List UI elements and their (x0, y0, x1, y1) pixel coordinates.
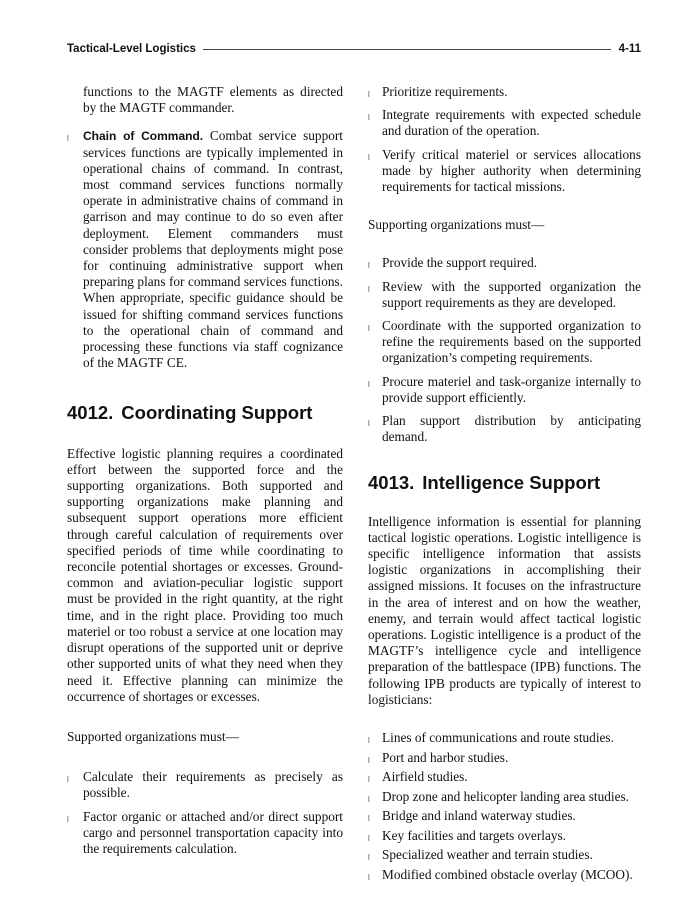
supporting-intro: Supporting organizations must— (368, 217, 545, 233)
header-rule (203, 49, 611, 50)
item-text: Coordinate with the supported organization to refine the requirements based on the supported organization’s competing requirements. (382, 318, 641, 366)
item-lead: Chain of Command. (83, 129, 204, 144)
bullet-icon: l (67, 814, 69, 824)
bullet-icon: l (368, 261, 370, 271)
list-item (368, 789, 641, 805)
running-header (67, 41, 641, 57)
item-text: Verify critical materiel or services allocations made by higher authority when determining requirements for tactical missions. (382, 146, 641, 195)
bullet-icon: l (368, 872, 370, 882)
supported-list-continued (368, 84, 641, 195)
section-title: Coordinating Support (121, 402, 313, 424)
bullet-icon: l (368, 853, 370, 863)
supported-intro: Supported organizations must— (67, 728, 239, 744)
list-item (368, 828, 641, 844)
bullet-icon: l (368, 113, 370, 123)
item-text: Plan support distribution by anticipating demand. (382, 413, 641, 445)
item-text: Drop zone and helicopter landing area studies. (382, 788, 630, 804)
section-heading-4013 (368, 472, 641, 494)
bullet-icon: l (368, 814, 370, 824)
header-title: Tactical-Level Logistics (67, 43, 196, 55)
section-title: Intelligence Support (422, 472, 601, 494)
supported-list (67, 769, 343, 857)
continuation-paragraph: functions to the MAGTF elements as directed by the MAGTF commander. (83, 84, 343, 116)
list-item (368, 750, 641, 766)
bullet-icon: l (368, 379, 370, 389)
item-text: Review with the supported organization the support requirements as they are developed. (382, 278, 641, 310)
list-item (368, 769, 641, 785)
item-text: Prioritize requirements. (382, 84, 508, 99)
item-text: Specialized weather and terrain studies. (382, 847, 593, 863)
bullet-icon: l (368, 833, 370, 843)
item-text: Bridge and inland waterway studies. (382, 808, 576, 824)
item-text: Provide the support required. (382, 255, 538, 271)
list-item (368, 730, 641, 746)
list-item (368, 318, 641, 367)
list-item (368, 84, 641, 100)
bullet-icon: l (368, 90, 370, 99)
list-item (67, 769, 343, 801)
list-item (368, 867, 641, 883)
bullet-icon: l (368, 736, 370, 746)
item-text: Lines of communications and route studies. (382, 730, 614, 746)
item-text: Calculate their requirements as precisely as possible. (83, 769, 343, 801)
section-number: 4013. (368, 472, 415, 494)
page-number: 4-11 (618, 43, 641, 55)
list-item-chain-of-command (67, 128, 343, 371)
list-item (67, 809, 343, 858)
ipb-products-list (368, 730, 641, 883)
bullet-icon: l (368, 284, 370, 294)
item-text: Port and harbor studies. (382, 749, 509, 765)
section-paragraph: Intelligence information is essential for planning tactical logistic operations. Logistic intelligence is specific intelligence information that assists logistic organizations in accomplishing their assigned missions. It focuses on the infrastructure in the area of interest and on how the weather, enemy, and terrain would affect tactical logistic operations. Logistic intelligence is a product of the MAGTF’s intelligence cycle and intelligence preparation of the battlespace (IPB) functions. The following IPB products are typically of interest to logisticians: (368, 513, 641, 707)
list-item (368, 147, 641, 196)
bullet-icon: l (67, 775, 69, 785)
item-text: Procure materiel and task-organize internally to provide support efficiently. (382, 373, 641, 405)
right-column (368, 84, 641, 886)
bullet-icon: l (368, 755, 370, 765)
item-text: Airfield studies. (382, 769, 468, 785)
list-item (368, 808, 641, 824)
item-text: Key facilities and targets overlays. (382, 827, 567, 843)
supporting-list (368, 255, 641, 445)
list-item (368, 255, 641, 271)
bullet-icon: l (368, 152, 370, 162)
bullet-icon: l (368, 324, 370, 334)
list-item (368, 413, 641, 445)
left-column (67, 84, 343, 864)
bullet-icon: l (67, 134, 69, 144)
list-item (368, 279, 641, 311)
list-item (368, 107, 641, 139)
section-paragraph: Effective logistic planning requires a coordinated effort between the supported force and the supporting organizations. Both supported and supporting organizations make planning and subsequent support operations more efficient through careful calculation of requirements over specified periods of time while coordinating to reconcile potential shortages or excesses. Ground-common and aviation-peculiar logistic support must be provided in the right quantity, at the right time, and in the right place. Providing too much materiel or too robust a service at one location may disrupt operations of the supported unit or deprive other supported units of what they need when they need it. Effective planning can minimize the occurrence of shortages or excesses. (67, 445, 343, 704)
section-number: 4012. (67, 402, 114, 424)
item-text: Integrate requirements with expected schedule and duration of the operation. (382, 107, 641, 139)
list-item (368, 374, 641, 406)
item-text: Modified combined obstacle overlay (MCOO). (382, 866, 633, 882)
bullet-icon: l (368, 419, 370, 429)
item-text: Combat service support services functions are typically implemented in operational chains of command. In contrast, most command services functions normally operate in administrative chains of command in garrison and may continue to do so even after deployment. Element commanders must consider problems that deployments might pose for continuing administrative support when preparing plans for command services functions. When appropriate, specific guidance should be issued for shifting command services functions to the operational chain of command and processing these functions via staff cognizance of the MAGTF CE. (83, 128, 343, 371)
bullet-icon: l (368, 794, 370, 804)
section-heading-4012 (67, 402, 343, 424)
bullet-icon: l (368, 775, 370, 785)
item-text: Factor organic or attached and/or direct support cargo and personnel transportation capacity into the requirements calculation. (83, 808, 343, 856)
list-item (368, 847, 641, 863)
